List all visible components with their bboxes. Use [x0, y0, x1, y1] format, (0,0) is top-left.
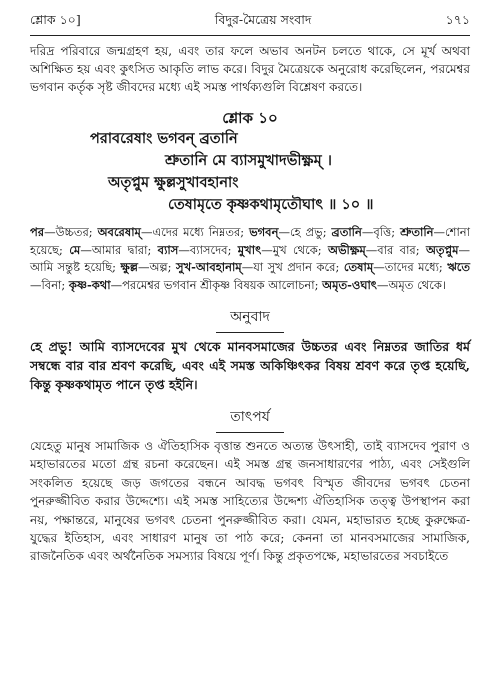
translation-text: হে প্রভু! আমি ব্যাসদেবের মুখ থেকে মানবসমাজের উচ্চতর এবং নিম্নতর জাতির ধর্ম সম্বন্ধে বার বার শ্রবণ করেছি, এবং এই সমস্ত অকিঞ্চিৎকর বিষয় শ্রবণ করে তৃপ্ত হয়েছি, কিন্তু কৃষ্ণকথামৃত পানে তৃপ্ত হইনি।: [30, 339, 470, 392]
synonym-meaning: যা সুখ প্রদান করে: [253, 260, 336, 274]
page-number: ১৭১: [445, 12, 470, 27]
synonym-meaning: আমি সন্তুষ্ট হয়েছি: [30, 260, 113, 274]
running-header: [30, 12, 470, 36]
synonym-word: ক্ষুল্ল: [120, 260, 138, 274]
synonym-meaning: মুখ থেকে: [272, 242, 318, 257]
header-verse-ref: শ্লোক ১০]: [30, 12, 81, 27]
synonym-word: ব্যাস: [157, 242, 179, 257]
synonym-word: সুখ-আবহানাম্: [175, 260, 242, 274]
synonym-word: মুখাৎ: [237, 242, 262, 257]
synonym-word: মে: [69, 242, 81, 257]
translation-heading-wrap: [30, 304, 470, 333]
synonym-word: তেষাম্: [343, 260, 374, 274]
synonym-meaning: বার বার: [377, 242, 416, 257]
synonym-word: অমৃত-ওঘাৎ: [322, 277, 377, 292]
verse-text: [30, 128, 470, 216]
synonym-word: অতৃপ্নুম: [425, 242, 459, 257]
synonym-word: কৃষ্ণ-কথা: [68, 277, 111, 292]
synonym-meaning: হে প্রভু: [289, 225, 323, 239]
synonym-word: অবরেষাম্: [97, 225, 141, 239]
verse-line-3: অতৃপ্নুম ক্ষুল্লসুখাবহানাং: [108, 174, 239, 191]
synonym-meaning: ব্যাসদেব: [189, 242, 228, 257]
synonym-word: ভগবন্: [249, 225, 279, 239]
purport-text: যেহেতু মানুষ সামাজিক ও ঐতিহাসিক বৃত্তান্ত শুনতে অত্যন্ত উৎসাহী, তাই ব্যাসদেব পুরাণ ও মহাভারতের মতো গ্রন্থ রচনা করেছেন। এই সমস্ত গ্রন্থ জনসাধারণের পাঠ্য, এবং সেইগুলি সংকলিত হয়েছে জড় জগতের বন্ধনে আবদ্ধ ভগবৎ বিস্মৃত জীবদের ভগবৎ চেতনা পুনরুজ্জীবিত করার উদ্দেশ্যে। এই সমস্ত সাহিত্যের উদ্দেশ্য ঐতিহাসিক তত্ত্ব উপস্থাপন করা নয়, পক্ষান্তরে, মানুষের ভগবৎ চেতনা পুনরুজ্জীবিত করা। যেমন, মহাভারত হচ্ছে কুরুক্ষেত্র-যুদ্ধের ইতিহাস, এবং সাধারণ মানুষ তা পাঠ করে; কেননা তা মানবসমাজের সামাজিক, রাজনৈতিক এবং অর্থনৈতিক সমস্যার বিষয়ে পূর্ণ। কিন্তু প্রকৃতপক্ষে, মহাভারতের সবচাইতে: [30, 439, 470, 564]
purport-heading-wrap: [30, 404, 470, 433]
header-chapter-title: বিদুর-মৈত্রেয় সংবাদ: [214, 12, 312, 27]
synonym-meaning: অমৃত থেকে।: [388, 277, 446, 292]
synonym-meaning: তাদের মধ্যে: [384, 260, 439, 274]
synonym-word: পর: [30, 225, 45, 239]
word-for-word-synonyms: পর—উচ্চতর; অবরেষাম্—এদের মধ্যে নিম্নতর; ভগবন্—হে প্রভু; ব্রতানি—বৃত্তি; শ্রুতানি—শোনা হয়েছে; মে—আমার দ্বারা; ব্যাস—ব্যাসদেব; মুখাৎ—মুখ থেকে; অভীক্ষ্ণম্—বার বার; অতৃপ্নুম—আমি সন্তুষ্ট হয়েছি; ক্ষুল্ল—অল্প; সুখ-আবহানাম্—যা সুখ প্রদান করে; তেষাম্—তাদের মধ্যে; ঋতে—বিনা; কৃষ্ণ-কথা—পরমেশ্বর ভগবান শ্রীকৃষ্ণ বিষয়ক আলোচনা; অমৃত-ওঘাৎ—অমৃত থেকে।: [30, 225, 471, 292]
verse-number: শ্লোক ১০: [222, 109, 278, 127]
synonym-meaning: এদের মধ্যে নিম্নতর: [152, 225, 241, 239]
verse-line-1: পরাবরেষাং ভগবন্ ব্রতানি: [90, 130, 238, 147]
synonym-word: অভীক্ষ্ণম্: [328, 242, 366, 257]
book-page: [30, 12, 470, 566]
intro-paragraph: দরিদ্র পরিবারে জন্মগ্রহণ হয়, এবং তার ফলে অভাব অনটন চলতে থাকে, সে মূর্খ অথবা অশিক্ষিত হয় এবং কুৎসিত আকৃতি লাভ করে। বিদুর মৈত্রেয়কে অনুরোধ করেছিলেন, পরমেশ্বর ভগবান কর্তৃক সৃষ্ট জীবদের মধ্যে এই সমস্ত পার্থক্যগুলি বিশ্লেষণ করতে।: [30, 44, 470, 94]
purport-heading: তাৎপর্য: [216, 404, 284, 433]
verse-line-4: তেষামৃতে কৃষ্ণকথামৃতৌঘাৎ ॥ ১০ ॥: [168, 196, 374, 213]
synonym-meaning: আমার দ্বারা: [91, 242, 148, 257]
verse-line-2: শ্রুতানি মে ব্যাসমুখাদভীক্ষ্ণম্ ।: [165, 152, 332, 169]
synonym-word: ব্রতানি: [331, 225, 362, 239]
synonym-meaning: শোনা হয়েছে: [30, 225, 470, 257]
synonym-meaning: অল্প: [149, 260, 168, 274]
synonym-meaning: উচ্চতর: [55, 225, 89, 239]
synonym-meaning: বিনা: [41, 277, 62, 292]
synonym-word: শ্রুতানি: [400, 225, 434, 239]
synonym-meaning: বৃত্তি: [373, 225, 392, 239]
synonym-meaning: পরমেশ্বর ভগবান শ্রীকৃষ্ণ বিষয়ক আলোচনা: [122, 277, 315, 292]
translation-heading: অনুবাদ: [216, 304, 284, 333]
synonym-word: ঋতে: [447, 260, 471, 274]
